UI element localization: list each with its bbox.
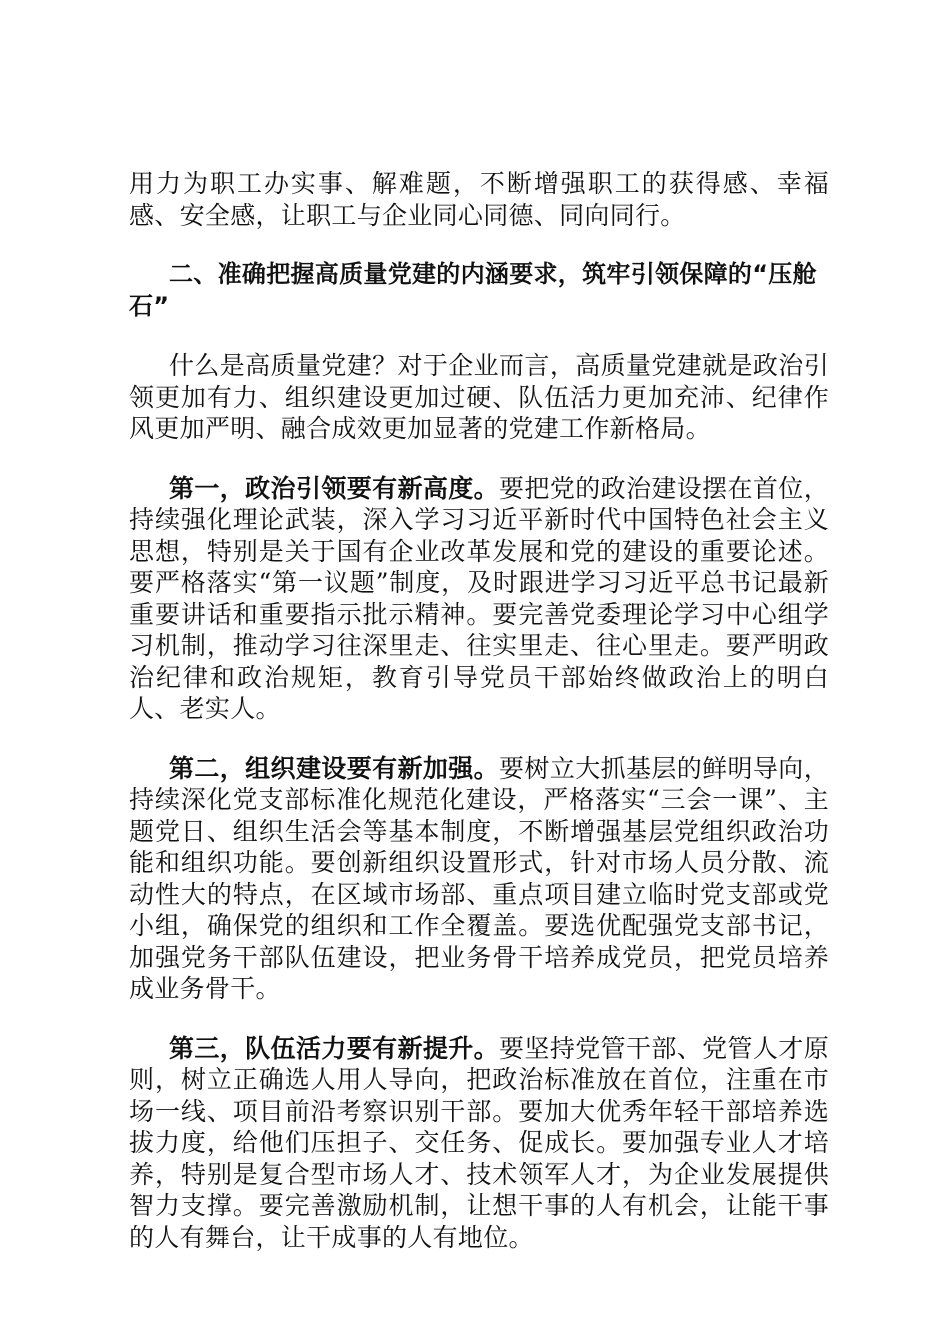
point-lead-organization: 第二，组织建设要有新加强。 — [169, 753, 500, 783]
section-heading: 二、准确把握高质量党建的内涵要求，筑牢引领保障的“压舱石” — [129, 260, 817, 320]
continuation-paragraph: 用力为职工办实事、解难题，不断增强职工的获得感、幸福感、安全感，让职工与企业同心同德、同向同行。 — [129, 169, 829, 230]
point-paragraph-team — [129, 1033, 829, 1254]
point-lead-team: 第三，队伍活力要有新提升。 — [169, 1033, 500, 1063]
document-body — [129, 168, 829, 1281]
point-paragraph-organization — [129, 753, 829, 1005]
point-paragraph-political — [129, 473, 829, 725]
intro-paragraph: 什么是高质量党建？对于企业而言，高质量党建就是政治引领更加有力、组织建设更加过硬、队伍活力更加充沛、纪律作风更加严明、融合成效更加显著的党建工作新格局。 — [129, 351, 829, 443]
point-text-political: 要把党的政治建设摆在首位，持续强化理论武装，深入学习习近平新时代中国特色社会主义思想，特别是关于国有企业改革发展和党的建设的重要论述。要严格落实“第一议题”制度，及时跟进学习习近平总书记最新重要讲话和重要指示批示精神。要完善党委理论学习中心组学习机制，推动学习往深里走、往实里走、往心里走。要严明政治纪律和政治规矩，教育引导党员干部始终做政治上的明白人、老实人。 — [129, 473, 829, 723]
point-text-team: 要坚持党管干部、党管人才原则，树立正确选人用人导向，把政治标准放在首位，注重在市场一线、项目前沿考察识别干部。要加大优秀年轻干部培养选拔力度，给他们压担子、交任务、促成长。要加强专业人才培养，特别是复合型市场人才、技术领军人才，为企业发展提供智力支撑。要完善激励机制，让想干事的人有机会，让能干事的人有舞台，让干成事的人有地位。 — [129, 1033, 829, 1252]
point-lead-political: 第一，政治引领要有新高度。 — [169, 473, 500, 503]
point-text-organization: 要树立大抓基层的鲜明导向，持续深化党支部标准化规范化建设，严格落实“三会一课”、主题党日、组织生活会等基本制度，不断增强基层党组织政治功能和组织功能。要创新组织设置形式，针对市场人员分散、流动性大的特点，在区域市场部、重点项目建立临时党支部或党小组，确保党的组织和工作全覆盖。要选优配强党支部书记，加强党务干部队伍建设，把业务骨干培养成党员，把党员培养成业务骨干。 — [129, 753, 829, 1003]
